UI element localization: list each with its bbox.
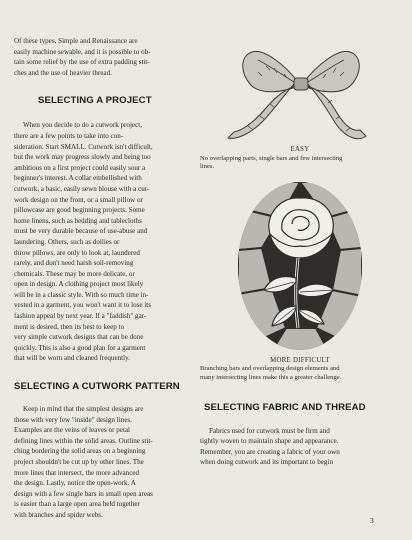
bow-illustration [200, 30, 400, 146]
text-line: laundering. Others, such as doilies or [14, 237, 120, 246]
difficult-caption [200, 357, 400, 383]
text-line: vested in a garment, you won't want it to lose its [14, 301, 152, 310]
text-line: Of these types, Simple and Renaissance are [14, 37, 138, 45]
fabric-paragraph [200, 426, 400, 468]
text-line: with branches and spider webs. [14, 510, 103, 519]
page-number: 3 [370, 516, 374, 525]
intro-paragraph [14, 36, 194, 78]
heading-selecting-project: SELECTING A PROJECT [38, 95, 152, 107]
text-line: ment is desired, then its best to keep to [14, 322, 125, 331]
left-column [14, 36, 194, 521]
text-line: ching bordering the solid areas on a beginning [14, 447, 146, 456]
text-line: when doing cutwork and its important to begin [200, 458, 333, 467]
text-line: but the work may progress slowly and being too [14, 153, 151, 162]
project-paragraph [14, 120, 194, 364]
text-line: pillowcase are good beginning projects. Some [14, 206, 145, 215]
caption-line: Branching bars and overlapping design elements and [200, 365, 340, 373]
caption-line: lines. [200, 163, 215, 171]
text-line: is easier than a large open area held together [14, 500, 140, 509]
text-line: the design. Lastly, notice the open-work. A [14, 479, 136, 488]
text-line: work design on the front, or a small pillow or [14, 195, 143, 204]
text-line: Fabrics used for cutwork must be firm and [209, 426, 330, 435]
pattern-paragraph [14, 404, 194, 521]
caption-line: many intersecting lines make this a greater challenge. [200, 373, 342, 381]
rose-illustration [200, 178, 400, 354]
text-line: that will be worn and cleaned frequently. [14, 354, 130, 363]
text-line: throw pillows, are only to look at, laundered [14, 248, 140, 257]
text-line: Examples are the veins of leaves or petal [14, 426, 131, 435]
text-line: defining lines within the solid areas. Outline stit- [14, 436, 153, 445]
text-line: will be in a classic style. With so much time in- [14, 290, 149, 299]
text-line: ambitious on a first project could easily sour a [14, 163, 146, 172]
caption-line: No overlapping parts, single bars and few intersecting [200, 154, 343, 162]
text-line: those with very few "inside" design lines. [14, 415, 132, 424]
text-line: more lines that intersect, the more advanced [14, 468, 140, 477]
text-line: easily machine sewable, and it is possible to ob- [14, 47, 151, 56]
text-line: tain some relief by the use of extra padding stit- [14, 58, 150, 67]
text-line: tightly woven to maintain shape and appearance. [200, 437, 339, 446]
text-line: design with a few single bars in small open areas [14, 489, 153, 498]
text-line: When you decide to do a cutwork project, [23, 121, 142, 130]
text-line: project shouldn't be cut up by other lines. The [14, 458, 144, 466]
easy-caption [200, 146, 400, 172]
text-line: rarely, and don't need harsh soil-removing [14, 259, 134, 268]
easy-caption-title: EASY [290, 146, 310, 153]
text-line: very simple cutwork designs that can be done [14, 333, 144, 342]
text-line: must be very durable because of use-abuse and [14, 227, 148, 236]
text-line: beginner's interest. A collar embellished with [14, 174, 142, 183]
heading-selecting-pattern: SELECTING A CUTWORK PATTERN [14, 381, 180, 393]
text-line: chemicals. These may be more delicate, or [14, 269, 135, 278]
text-line: Remember, you are creating a fabric of your own [200, 447, 340, 456]
right-column [200, 30, 400, 468]
text-line: open in design. A clothing project most likely [14, 280, 144, 289]
text-line: Keep in mind that the simplest designs are [23, 405, 144, 414]
difficult-caption-title: MORE DIFFICULT [270, 356, 330, 364]
text-line: home linens, such as bedding and tablecloths [14, 216, 142, 225]
text-line: fashion appeal by next year. If a "faddish" gar- [14, 312, 147, 321]
text-line: quickly. This is also a good plan for a garment [14, 343, 146, 352]
text-line: there are a few points to take into con- [14, 131, 124, 140]
text-line: ches and the use of heavier thread. [14, 68, 112, 77]
text-line: cutwork, a basic, easily sewn blouse with a cut- [14, 184, 150, 193]
text-line: sideration. Start SMALL. Cutwork isn't difficult, [14, 142, 153, 151]
heading-selecting-fabric: SELECTING FABRIC AND THREAD [204, 401, 366, 413]
